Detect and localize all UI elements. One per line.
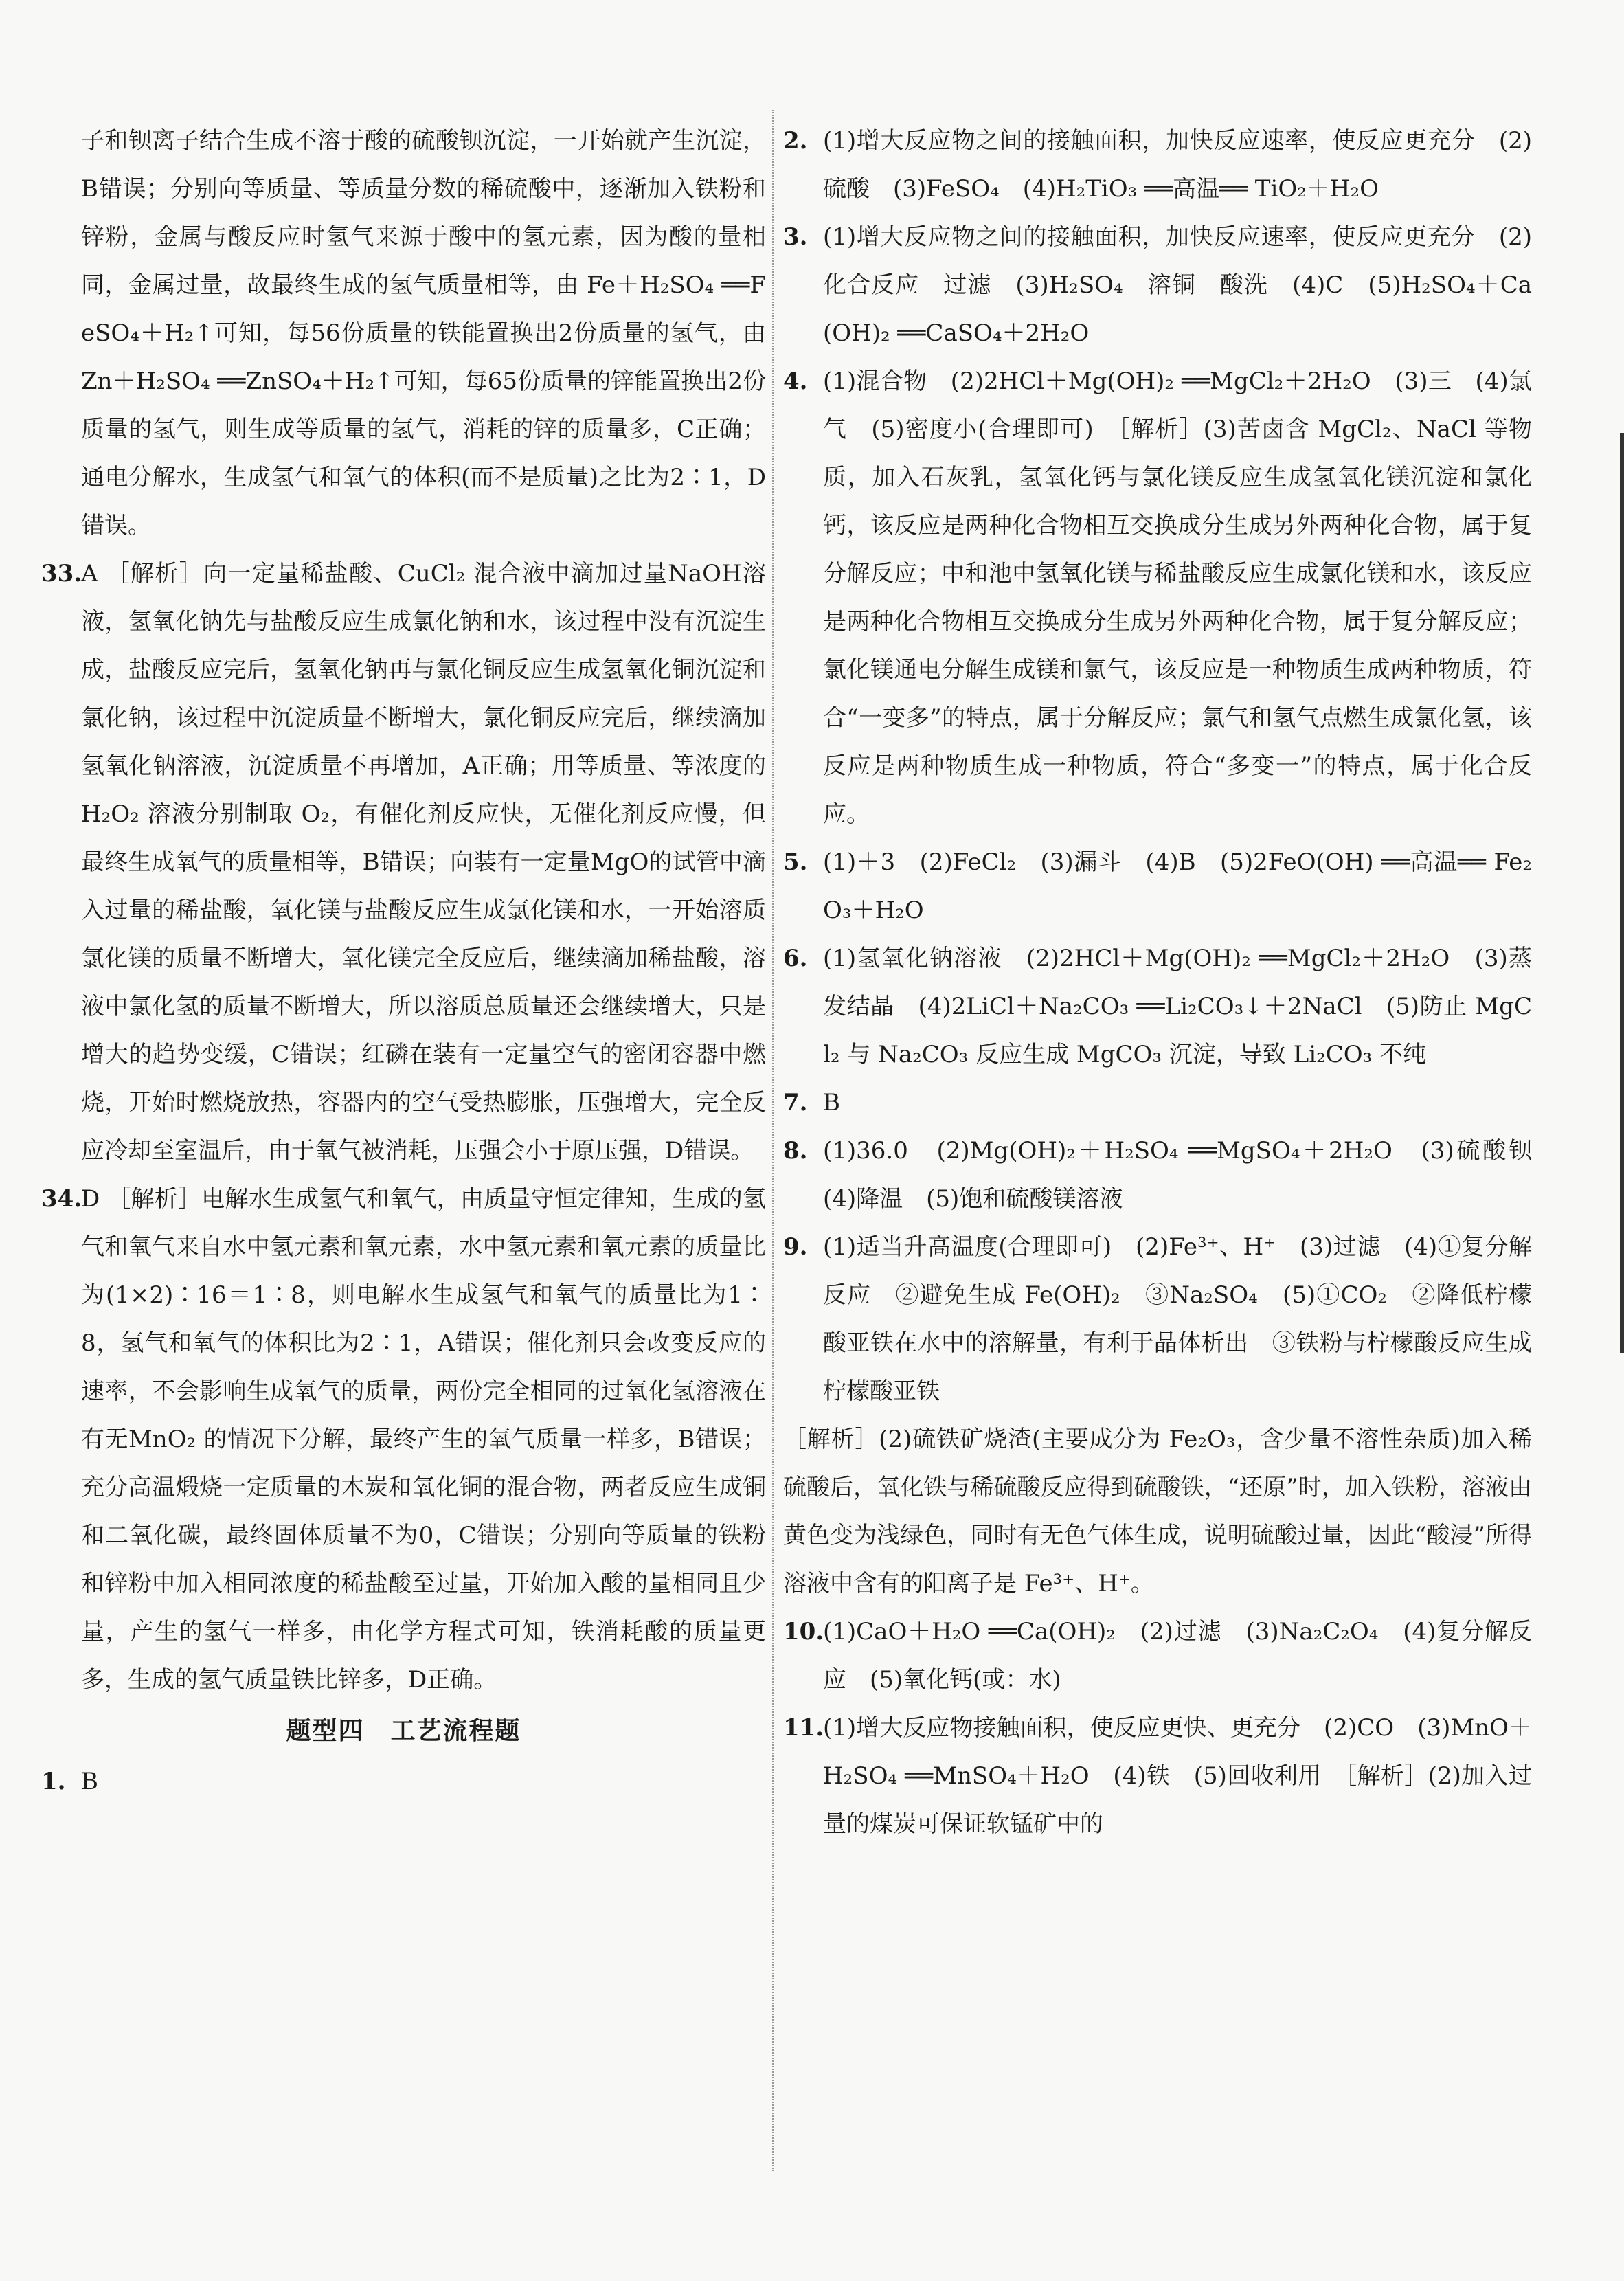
answer-2-text: (1)增大反应物之间的接触面积，加快反应速率，使反应更充分 (2)硫酸 (3)FeSO₄ (4)H₂TiO₃ ══高温══ TiO₂＋H₂O [823,127,1532,203]
answer-10 [783,1608,1532,1704]
answer-8-number: 8. [783,1137,808,1165]
answer-5 [783,838,1532,934]
answer-4-text: (1)混合物 (2)2HCl＋Mg(OH)₂ ══MgCl₂＋2H₂O (3)三 (4)氯气 (5)密度小(合理即可) ［解析］(3)苦卤含 MgCl₂、NaCl 等物质，加入石灰乳，氢氧化钙与氯化镁反应生成氢氧化镁沉淀和氯化钙，该反应是两种化合物相互交换成分生成另外两种化合物，属于复分解反应；中和池中氢氧化镁与稀盐酸反应生成氯化镁和水，该反应是两种化合物相互交换成分生成另外两种化合物，属于复分解反应；氯化镁通电分解生成镁和氯气，该反应是一种物质生成两种物质，符合“一变多”的特点，属于分解反应；氯气和氢气点燃生成氯化氢，该反应是两种物质生成一种物质，符合“多变一”的特点，属于化合反应。 [823,368,1532,828]
answer-6-text: (1)氢氧化钠溶液 (2)2HCl＋Mg(OH)₂ ══MgCl₂＋2H₂O (3)蒸发结晶 (4)2LiCl＋Na₂CO₃ ══Li₂CO₃↓＋2NaCl (5)防止 MgCl₂ 与 Na₂CO₃ 反应生成 MgCO₃ 沉淀，导致 Li₂CO₃ 不纯 [823,945,1532,1068]
answer-2-number: 2. [783,127,808,155]
answer-3-number: 3. [783,223,808,251]
answer-6-number: 6. [783,945,808,972]
answer-4-number: 4. [783,368,808,395]
answer-33-number: 33. [41,560,82,587]
answer-11-text: (1)增大反应物接触面积，使反应更快、更充分 (2)CO (3)MnO＋H₂SO₄ ══MnSO₄＋H₂O (4)铁 (5)回收利用 ［解析］(2)加入过量的煤炭可保证软锰矿中的 [823,1714,1532,1838]
answer-7-text: B [823,1089,840,1116]
q32-continuation: 子和钡离子结合生成不溶于酸的硫酸钡沉淀，一开始就产生沉淀，B错误；分别向等质量、等质量分数的稀硫酸中，逐渐加入铁粉和锌粉，金属与酸反应时氢气来源于酸中的氢元素，因为酸的量相同，金属过量，故最终生成的氢气质量相等，由 Fe＋H₂SO₄ ══FeSO₄＋H₂↑可知，每56份质量的铁能置换出2份质量的氢气，由 Zn＋H₂SO₄ ══ZnSO₄＋H₂↑可知，每65份质量的锌能置换出2份质量的氢气，则生成等质量的氢气，消耗的锌的质量多，C正确；通电分解水，生成氢气和氧气的体积(而不是质量)之比为2∶1，D错误。 [81,127,766,539]
answer-7 [783,1079,1532,1127]
answer-10-text: (1)CaO＋H₂O ══Ca(OH)₂ (2)过滤 (3)Na₂C₂O₄ (4)复分解反应 (5)氧化钙(或：水) [823,1618,1532,1694]
answer-1-number: 1. [41,1768,66,1795]
right-edge-mark [1620,433,1624,1353]
answer-8-text: (1)36.0 (2)Mg(OH)₂＋H₂SO₄ ══MgSO₄＋2H₂O (3)硫酸钡 (4)降温 (5)饱和硫酸镁溶液 [823,1137,1555,1213]
answer-11 [783,1704,1532,1848]
section-title: 题型四 工艺流程题 [286,1716,521,1745]
answer-5-number: 5. [783,849,808,876]
answer-1 [41,1757,766,1806]
answer-8 [783,1127,1555,1223]
answer-9-analysis: ［解析］(2)硫铁矿烧渣(主要成分为 Fe₂O₃，含少量不溶性杂质)加入稀硫酸后，氧化铁与稀硫酸反应得到硫酸铁，“还原”时，加入铁粉，溶液由黄色变为浅绿色，同时有无色气体生成，说明硫酸过量，因此“酸浸”所得溶液中含有的阳离子是 Fe³⁺、H⁺。 [783,1426,1532,1597]
answer-33-text: A ［解析］向一定量稀盐酸、CuCl₂ 混合液中滴加过量NaOH溶液，氢氧化钠先与盐酸反应生成氯化钠和水，该过程中没有沉淀生成，盐酸反应完后，氢氧化钠再与氯化铜反应生成氢氧化铜沉淀和氯化钠，该过程中沉淀质量不断增大，氯化铜反应完后，继续滴加氢氧化钠溶液，沉淀质量不再增加，A正确；用等质量、等浓度的H₂O₂ 溶液分别制取 O₂，有催化剂反应快，无催化剂反应慢，但最终生成氧气的质量相等，B错误；向装有一定量MgO的试管中滴入过量的稀盐酸，氧化镁与盐酸反应生成氯化镁和水，一开始溶质氯化镁的质量不断增大，氧化镁完全反应后，继续滴加稀盐酸，溶液中氯化氢的质量不断增大，所以溶质总质量还会继续增大，只是增大的趋势变缓，C错误；红磷在装有一定量空气的密闭容器中燃烧，开始时燃烧放热，容器内的空气受热膨胀，压强增大，完全反应冷却至室温后，由于氧气被消耗，压强会小于原压强，D错误。 [81,560,766,1165]
left-column [41,117,766,1806]
column-divider [772,110,774,2171]
answer-34 [41,1175,766,1704]
answer-9-number: 9. [783,1233,808,1261]
answer-10-number: 10. [783,1618,824,1645]
answer-2 [783,117,1532,213]
answer-1-text: B [81,1768,98,1795]
answer-34-number: 34. [41,1185,82,1213]
answer-3 [783,213,1532,357]
answer-3-text: (1)增大反应物之间的接触面积，加快反应速率，使反应更充分 (2)化合反应 过滤 (3)H₂SO₄ 溶铜 酸洗 (4)C (5)H₂SO₄＋Ca(OH)₂ ══CaSO₄＋2H₂O [823,223,1532,347]
answer-9-text: (1)适当升高温度(合理即可) (2)Fe³⁺、H⁺ (3)过滤 (4)①复分解反应 ②避免生成 Fe(OH)₂ ③Na₂SO₄ (5)①CO₂ ②降低柠檬酸亚铁在水中的溶解量，有利于晶体析出 ③铁粉与柠檬酸反应生成柠檬酸亚铁 [823,1233,1532,1405]
answer-34-text: D ［解析］电解水生成氢气和氧气，由质量守恒定律知，生成的氢气和氧气来自水中氢元素和氧元素，水中氢元素和氧元素的质量比为(1×2)∶16＝1∶8，则电解水生成氢气和氧气的质量比为1∶8，氢气和氧气的体积比为2∶1，A错误；催化剂只会改变反应的速率，不会影响生成氧气的质量，两份完全相同的过氧化氢溶液在有无MnO₂ 的情况下分解，最终产生的氧气质量一样多，B错误；充分高温煅烧一定质量的木炭和氧化铜的混合物，两者反应生成铜和二氧化碳，最终固体质量不为0，C错误；分别向等质量的铁粉和锌粉中加入相同浓度的稀盐酸至过量，开始加入酸的量相同且少量，产生的氢气一样多，由化学方程式可知，铁消耗酸的质量更多，生成的氢气质量铁比锌多，D正确。 [81,1185,766,1694]
answer-5-text: (1)＋3 (2)FeCl₂ (3)漏斗 (4)B (5)2FeO(OH) ══高温══ Fe₂O₃＋H₂O [823,849,1532,924]
right-column [783,117,1555,1848]
answer-33 [41,550,766,1175]
answer-6 [783,934,1532,1079]
answer-11-number: 11. [783,1714,824,1742]
answer-7-number: 7. [783,1089,808,1116]
answer-9 [783,1223,1532,1415]
answer-4 [783,357,1532,838]
